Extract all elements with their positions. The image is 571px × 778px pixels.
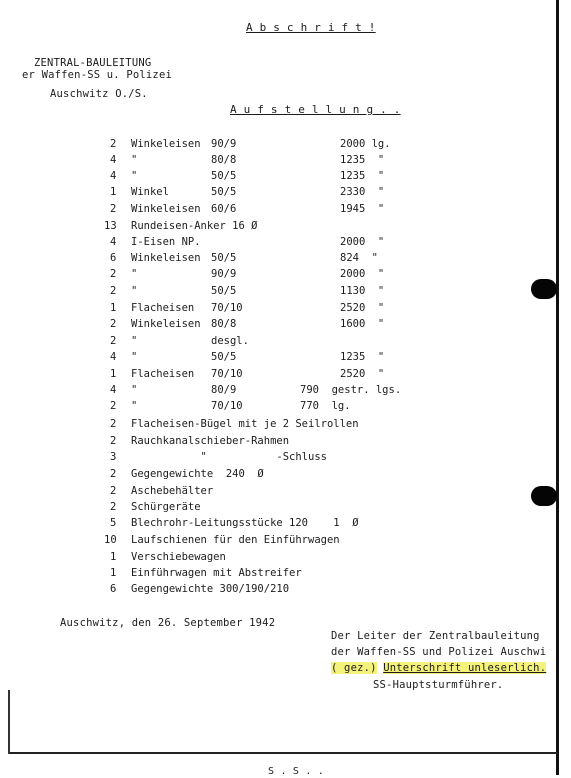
org-line-3: Auschwitz O./S.: [50, 88, 148, 100]
item-length: 1130 ": [340, 285, 385, 297]
item-name: Winkeleisen: [131, 318, 201, 330]
item-name: ": [131, 335, 138, 347]
item-quantity: 2: [110, 138, 117, 150]
item-dimension: 70/10: [211, 400, 243, 412]
punch-hole-bottom: [531, 486, 557, 506]
item-quantity: 2: [110, 435, 117, 447]
item-quantity: 6: [110, 252, 117, 264]
item-dimension: 50/5: [211, 285, 237, 297]
item-name: Einführwagen mit Abstreifer: [131, 567, 302, 579]
item-quantity: 2: [110, 318, 117, 330]
item-length: 2520 ": [340, 368, 385, 380]
item-quantity: 2: [110, 335, 117, 347]
signature-line-2: der Waffen-SS und Polizei Auschwi: [331, 646, 547, 658]
item-name: Winkeleisen: [131, 252, 201, 264]
scan-edge-right: [556, 0, 559, 775]
scan-edge-left: [8, 690, 10, 754]
item-length: 1600 ": [340, 318, 385, 330]
item-name: ": [131, 400, 138, 412]
item-dimension: 80/8: [211, 318, 237, 330]
item-name: Rauchkanalschieber-Rahmen: [131, 435, 290, 447]
item-quantity: 1: [110, 368, 117, 380]
item-quantity: 3: [110, 451, 117, 463]
item-name: Aschebehälter: [131, 485, 214, 497]
item-name: Rundeisen-Anker 16 Ø: [131, 220, 258, 232]
item-name: Winkeleisen: [131, 203, 201, 215]
item-quantity: 4: [110, 170, 117, 182]
item-name: ": [131, 351, 138, 363]
item-quantity: 4: [110, 384, 117, 396]
signature-line-4: SS-Hauptsturmführer.: [373, 679, 504, 691]
item-length: 2000 ": [340, 268, 385, 280]
item-quantity: 1: [110, 302, 117, 314]
item-dimension: 50/5: [211, 186, 237, 198]
item-quantity: 2: [110, 268, 117, 280]
item-quantity: 2: [110, 501, 117, 513]
item-length: 2000 ": [340, 236, 385, 248]
place-date: Auschwitz, den 26. September 1942: [60, 617, 276, 629]
signature-paren: ( gez.): [331, 662, 377, 674]
item-name: Winkeleisen: [131, 138, 201, 150]
item-dimension: 50/5: [211, 170, 237, 182]
item-dimension: 80/9: [211, 384, 237, 396]
item-length: 1235 ": [340, 351, 385, 363]
item-quantity: 1: [110, 186, 117, 198]
item-extra: 790 gestr. lgs.: [300, 384, 402, 396]
item-dimension: 70/10: [211, 302, 243, 314]
item-extra: 770 lg.: [300, 400, 351, 412]
item-name: Flacheisen: [131, 302, 195, 314]
item-quantity: 5: [110, 517, 117, 529]
item-name: Flacheisen-Bügel mit je 2 Seilrollen: [131, 418, 359, 430]
item-length: 2330 ": [340, 186, 385, 198]
item-name: Blechrohr-Leitungsstücke 120 1 Ø: [131, 517, 359, 529]
org-line-1: ZENTRAL-BAULEITUNG: [34, 57, 152, 69]
item-dimension: 60/6: [211, 203, 237, 215]
document-title: A u f s t e l l u n g . .: [230, 103, 401, 116]
item-quantity: 2: [110, 400, 117, 412]
item-length: 2000 lg.: [340, 138, 391, 150]
bottom-mark: S . S . .: [268, 766, 324, 777]
item-length: 1235 ": [340, 170, 385, 182]
copy-mark: A b s c h r i f t !: [246, 21, 376, 34]
item-name: Winkel: [131, 186, 169, 198]
item-quantity: 2: [110, 468, 117, 480]
item-name: Gegengewichte 240 Ø: [131, 468, 264, 480]
item-length: 824 ": [340, 252, 378, 264]
item-name: ": [131, 384, 138, 396]
item-name: " -Schluss: [131, 451, 327, 463]
scan-edge-bottom: [8, 752, 558, 754]
item-length: 2520 ": [340, 302, 385, 314]
item-name: Gegengewichte 300/190/210: [131, 583, 290, 595]
item-quantity: 1: [110, 551, 117, 563]
item-dimension: 80/8: [211, 154, 237, 166]
item-dimension: desgl.: [211, 335, 249, 347]
item-quantity: 2: [110, 285, 117, 297]
item-name: ": [131, 170, 138, 182]
item-quantity: 2: [110, 203, 117, 215]
item-quantity: 4: [110, 351, 117, 363]
punch-hole-top: [531, 279, 557, 299]
item-quantity: 13: [104, 220, 117, 232]
item-quantity: 2: [110, 418, 117, 430]
item-quantity: 1: [110, 567, 117, 579]
item-quantity: 4: [110, 154, 117, 166]
item-quantity: 4: [110, 236, 117, 248]
item-quantity: 6: [110, 583, 117, 595]
item-name: Flacheisen: [131, 368, 195, 380]
item-length: 1945 ": [340, 203, 385, 215]
signature-illegible: Unterschrift unleserlich.: [383, 662, 547, 674]
item-dimension: 50/5: [211, 351, 237, 363]
item-quantity: 10: [104, 534, 117, 546]
item-name: ": [131, 285, 138, 297]
item-dimension: 90/9: [211, 268, 237, 280]
item-dimension: 70/10: [211, 368, 243, 380]
item-name: Schürgeräte: [131, 501, 201, 513]
signature-line-3: [331, 662, 546, 674]
item-dimension: 50/5: [211, 252, 237, 264]
org-line-2: er Waffen-SS u. Polizei: [22, 69, 172, 81]
signature-line-1: Der Leiter der Zentralbauleitung: [331, 630, 540, 642]
item-name: Laufschienen für den Einführwagen: [131, 534, 340, 546]
item-quantity: 2: [110, 485, 117, 497]
item-name: Verschiebewagen: [131, 551, 226, 563]
item-dimension: 90/9: [211, 138, 237, 150]
item-name: I-Eisen NP.: [131, 236, 201, 248]
item-length: 1235 ": [340, 154, 385, 166]
item-name: ": [131, 268, 138, 280]
item-name: ": [131, 154, 138, 166]
